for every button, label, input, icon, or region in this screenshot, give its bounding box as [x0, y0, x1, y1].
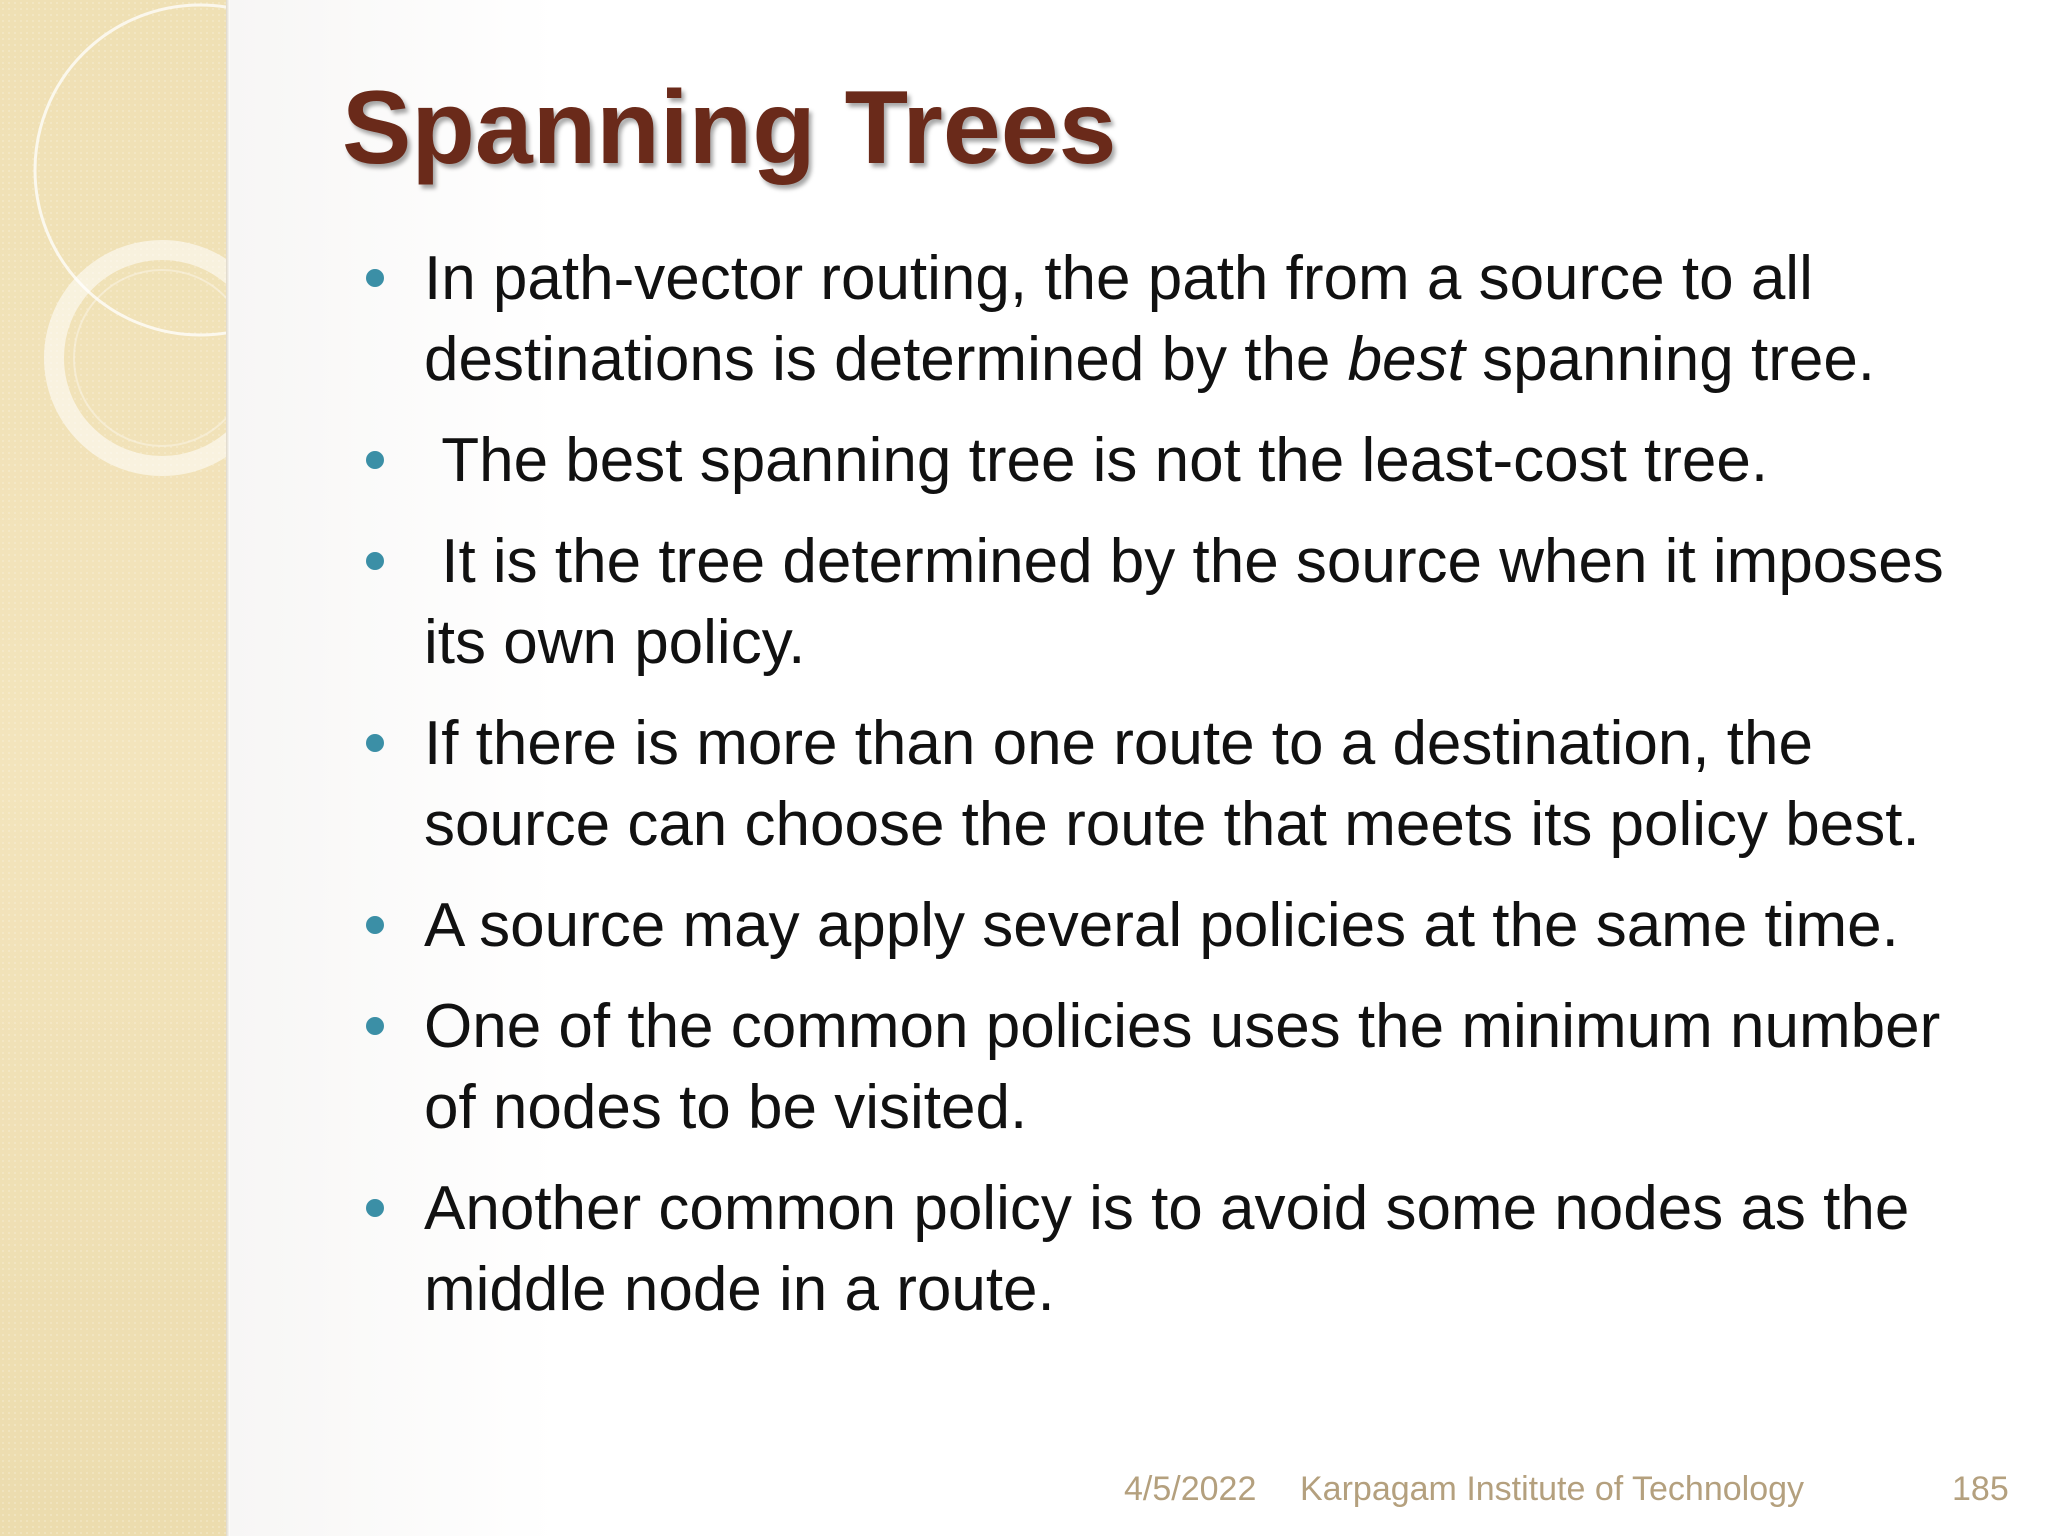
bullet-list	[360, 238, 1980, 1350]
decorative-rings	[0, 0, 226, 1536]
footer-page-number: 185	[1952, 1470, 2009, 1508]
emphasis-text: best	[1347, 325, 1465, 394]
bullet-item	[360, 238, 1980, 400]
sidebar-edge	[226, 0, 230, 1536]
thick-ring	[54, 250, 226, 466]
bullet-text: If there is more than one route to a destination, the source can choose the route that meets its policy best.	[424, 709, 1920, 859]
bullet-item	[360, 521, 1980, 683]
bullet-marker-icon	[366, 916, 384, 934]
bullet-marker-icon	[366, 1017, 384, 1035]
footer-organization: Karpagam Institute of Technology	[1300, 1470, 1805, 1508]
large-ring	[35, 5, 226, 335]
bullet-marker-icon	[366, 552, 384, 570]
bullet-marker-icon	[366, 269, 384, 287]
bullet-item	[360, 420, 1980, 501]
bullet-item	[360, 1168, 1980, 1330]
bullet-text: Another common policy is to avoid some nodes as the middle node in a route.	[424, 1174, 1910, 1324]
bullet-item	[360, 703, 1980, 865]
bullet-text: A source may apply several policies at the same time.	[424, 891, 1899, 960]
bullet-item	[360, 986, 1980, 1148]
bullet-marker-icon	[366, 1199, 384, 1217]
bullet-item	[360, 885, 1980, 966]
bullet-text: The best spanning tree is not the least-cost tree.	[424, 426, 1769, 495]
bullet-text: It is the tree determined by the source when it imposes its own policy.	[424, 527, 1944, 677]
bullet-text: In path-vector routing, the path from a source to all destinations is determined by the best spanning tree.	[424, 244, 1876, 394]
bullet-marker-icon	[366, 451, 384, 469]
bullet-text: One of the common policies uses the minimum number of nodes to be visited.	[424, 992, 1941, 1142]
decorative-sidebar	[0, 0, 226, 1536]
footer-date: 4/5/2022	[1124, 1470, 1257, 1508]
inner-ring	[74, 270, 226, 446]
bullet-marker-icon	[366, 734, 384, 752]
slide-title: Spanning Trees	[342, 70, 1117, 186]
